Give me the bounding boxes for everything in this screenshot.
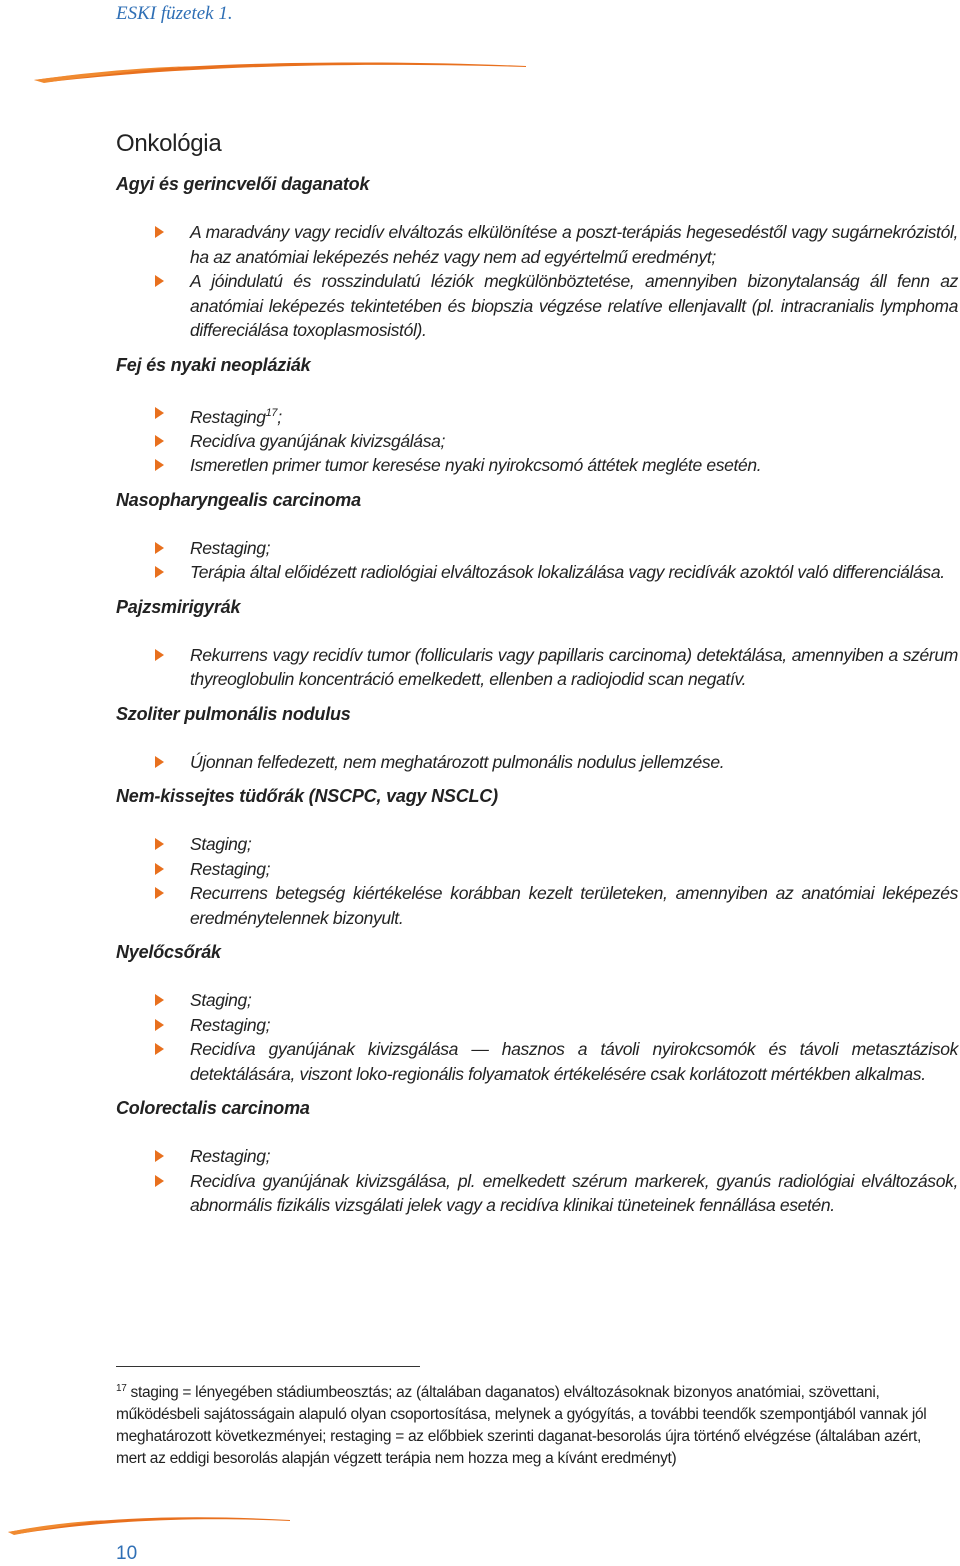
list-item: A maradvány vagy recidív elváltozás elkülönítése a poszt-terápiás hegesedéstől vagy sugárnekrózistól, ha az anatómiai leképezés nehéz vagy nem ad egyértelmű eredményt;: [116, 220, 958, 269]
list-item: A jóindulatú és rosszindulatú léziók megkülönböztetése, amennyiben bizonytalanság áll fenn az anatómiai leképezés tekintetében és biopszia végzése relatíve ellenjavallt (pl. intracranialis lymphoma differeciálása toxoplasmosistól).: [116, 269, 958, 343]
list-item: Recidíva gyanújának kivizsgálása;: [116, 429, 958, 454]
triangle-bullet-icon: [155, 1019, 164, 1031]
triangle-bullet-icon: [155, 994, 164, 1006]
list-item: Recurrens betegség kiértékelése korábban kezelt területeken, amennyiben az anatómiai leképezés eredménytelennek bizonyult.: [116, 881, 958, 930]
section-heading-fej-nyak: Fej és nyaki neopláziák: [116, 354, 311, 375]
triangle-bullet-icon: [155, 226, 164, 238]
triangle-bullet-icon: [155, 275, 164, 287]
footnote-reference[interactable]: 17: [265, 406, 278, 419]
section-heading-nyelocso: Nyelőcsőrák: [116, 942, 221, 963]
list-item: Staging;: [116, 988, 958, 1013]
section-list-agyi: [116, 220, 958, 343]
list-item: Restaging;: [116, 857, 958, 882]
triangle-bullet-icon: [155, 542, 164, 554]
section-heading-nasopharyngealis: Nasopharyngealis carcinoma: [116, 489, 361, 510]
triangle-bullet-icon: [155, 566, 164, 578]
triangle-bullet-icon: [155, 407, 164, 419]
triangle-bullet-icon: [155, 649, 164, 661]
footnote-separator: [116, 1366, 420, 1367]
triangle-bullet-icon: [155, 435, 164, 447]
section-heading-agyi: Agyi és gerincvelői daganatok: [116, 174, 370, 194]
header-swoosh-decoration: [30, 56, 530, 86]
list-item: Rekurrens vagy recidív tumor (follicularis vagy papillaris carcinoma) detektálása, amennyiben a szérum thyreoglobulin koncentráció emelkedett, ellenben a radiojodid scan negatív.: [116, 643, 958, 692]
triangle-bullet-icon: [155, 459, 164, 471]
triangle-bullet-icon: [155, 887, 164, 899]
list-item: Terápia által előidézett radiológiai elváltozások lokalizálása vagy recidívák azoktól való differenciálása.: [116, 560, 958, 585]
section-list-fej-nyak: [116, 401, 958, 478]
page-number: 10: [116, 1543, 138, 1564]
section-list-nsclc: [116, 832, 958, 930]
footnote-number: 17: [116, 1383, 127, 1394]
section-heading-colorectalis: Colorectalis carcinoma: [116, 1098, 310, 1119]
triangle-bullet-icon: [155, 756, 164, 768]
section-list-nyelocso: [116, 988, 958, 1086]
triangle-bullet-icon: [155, 838, 164, 850]
list-item: Restaging$^{17}$;: [116, 401, 958, 429]
list-item: Restaging;: [116, 536, 958, 561]
triangle-bullet-icon: [155, 863, 164, 875]
main-content: [116, 128, 958, 1228]
section-list-colorectalis: [116, 1144, 958, 1218]
chapter-title: Onkológia: [116, 130, 222, 157]
footnote-text: staging = lényegében stádiumbeosztás; az (általában daganatos) elváltozásoknak bizonyos anatómiai, szövettani, működésbeli sajátosságain alapuló olyan csoportosítása, melynek a gyógyítás, a további teendők szempontjából vannak jól meghatározott következményei; restaging = az előbbiek szerinti daganat-besorolás újra történő elvégzése (általában azért, mert az eddigi besorolás alapján végzett terápia nem hozza meg a kívánt eredményt): [116, 1384, 927, 1468]
list-item: Újonnan felfedezett, nem meghatározott pulmonális nodulus jellemzése.: [116, 750, 958, 775]
triangle-bullet-icon: [155, 1043, 164, 1055]
list-item: Ismeretlen primer tumor keresése nyaki nyirokcsomó áttétek megléte esetén.: [116, 453, 958, 478]
section-heading-nsclc: Nem-kissejtes tüdőrák (NSCPC, vagy NSCLC): [116, 786, 498, 807]
list-item: Recidíva gyanújának kivizsgálása — hasznos a távoli nyirokcsomók és távoli metasztázisok detektálására, viszont loko-regionális folyamatok értékelésére csak korlátozott mértékben alkalmas.: [116, 1037, 958, 1086]
list-item: Staging;: [116, 832, 958, 857]
section-list-nasopharyngealis: [116, 536, 958, 585]
list-item: Restaging;: [116, 1144, 958, 1169]
running-header-title: ESKI füzetek 1.: [116, 3, 233, 24]
triangle-bullet-icon: [155, 1150, 164, 1162]
footer-swoosh-decoration: [4, 1510, 294, 1536]
list-item: Restaging;: [116, 1013, 958, 1038]
section-list-pajzsmirigy: [116, 643, 958, 692]
footnote: [116, 1378, 952, 1470]
triangle-bullet-icon: [155, 1175, 164, 1187]
section-heading-pajzsmirigy: Pajzsmirigyrák: [116, 596, 241, 617]
list-item: Recidíva gyanújának kivizsgálása, pl. emelkedett szérum markerek, gyanús radiológiai elváltozások, abnormális fizikális vizsgálati jelek vagy a recidíva klinikai tüneteinek fennállása esetén.: [116, 1169, 958, 1218]
section-heading-szoliter: Szoliter pulmonális nodulus: [116, 703, 351, 724]
section-list-szoliter: [116, 750, 958, 775]
